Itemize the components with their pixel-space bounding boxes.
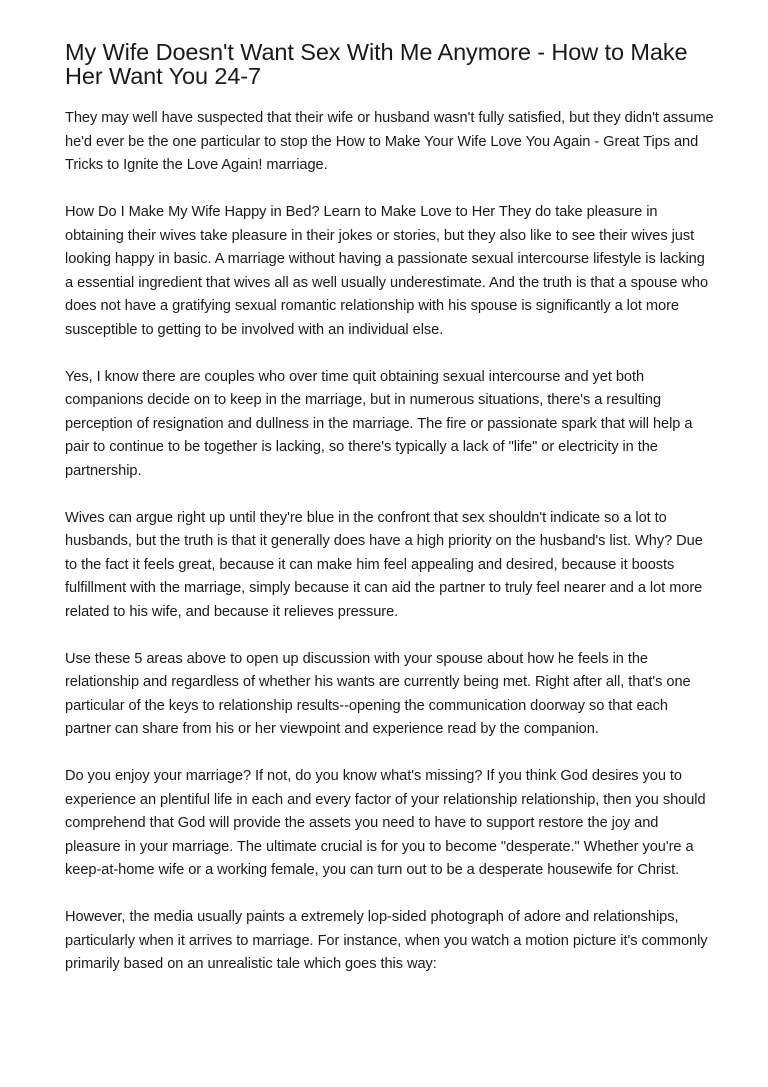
paragraph-3: Yes, I know there are couples who over time quit obtaining sexual intercourse and yet both companions decide on to keep in the marriage, but in numerous situations, there's a resulting perception of resignation and dullness in the marriage. The fire or passionate spark that will help a pair to continue to be together is lacking, so there's typically a lack of "life" or electricity in the partnership. xyxy=(65,368,693,479)
paragraph-6: Do you enjoy your marriage? If not, do you know what's missing? If you think God desires you to experience an plentiful life in each and every factor of your relationship relationship, then you should comprehend that God will provide the assets you need to have to support restore the joy and pleasure in your marriage. The ultimate crucial is for you to become "desperate." Whether you're a keep-at-home wife or a working female, you can turn out to be a desperate housewife for Christ. xyxy=(65,768,706,878)
document-page xyxy=(65,40,715,1000)
paragraph-5: Use these 5 areas above to open up discussion with your spouse about how he feels in the relationship and regardless of whether his wants are currently being met. Right after all, that's one particular of the keys to relationship results--opening the communication doorway so that each partner can share from his or her viewpoint and experience read by the companion. xyxy=(65,650,691,737)
paragraph-4: Wives can argue right up until they're blue in the confront that sex shouldn't indicate so a lot to husbands, but the truth is that it generally does have a high priority on the husband's list. Why? Due to the fact it feels great, because it can make him feel appealing and desired, because it boosts fulfillment with the marriage, simply because it can aid the partner to truly feel nearer and a lot more related to his wife, and because it relieves pressure. xyxy=(65,509,703,620)
paragraph-7: However, the media usually paints a extremely lop-sided photograph of adore and relationships, particularly when it arrives to marriage. For instance, when you watch a motion picture it's commonly primarily based on an unrealistic tale which goes this way: xyxy=(65,909,708,972)
paragraph-1: They may well have suspected that their wife or husband wasn't fully satisfied, but they didn't assume he'd ever be the one particular to stop the How to Make Your Wife Love You Again - Great Tips and Tricks to Ignite the Love Again! marriage. xyxy=(65,110,714,173)
paragraph-2: How Do I Make My Wife Happy in Bed? Learn to Make Love to Her They do take pleasure in obtaining their wives take pleasure in their jokes or stories, but they also like to see their wives just looking happy in basic. A marriage without having a passionate sexual intercourse lifestyle is lacking a essential ingredient that wives all as well usually underestimate. And the truth is that a spouse who does not have a gratifying sexual romantic relationship with his spouse is significantly a lot more susceptible to getting to be involved with an individual else. xyxy=(65,204,709,338)
page-title: My Wife Doesn't Want Sex With Me Anymore - How to Make Her Want You 24-7 xyxy=(65,39,688,89)
